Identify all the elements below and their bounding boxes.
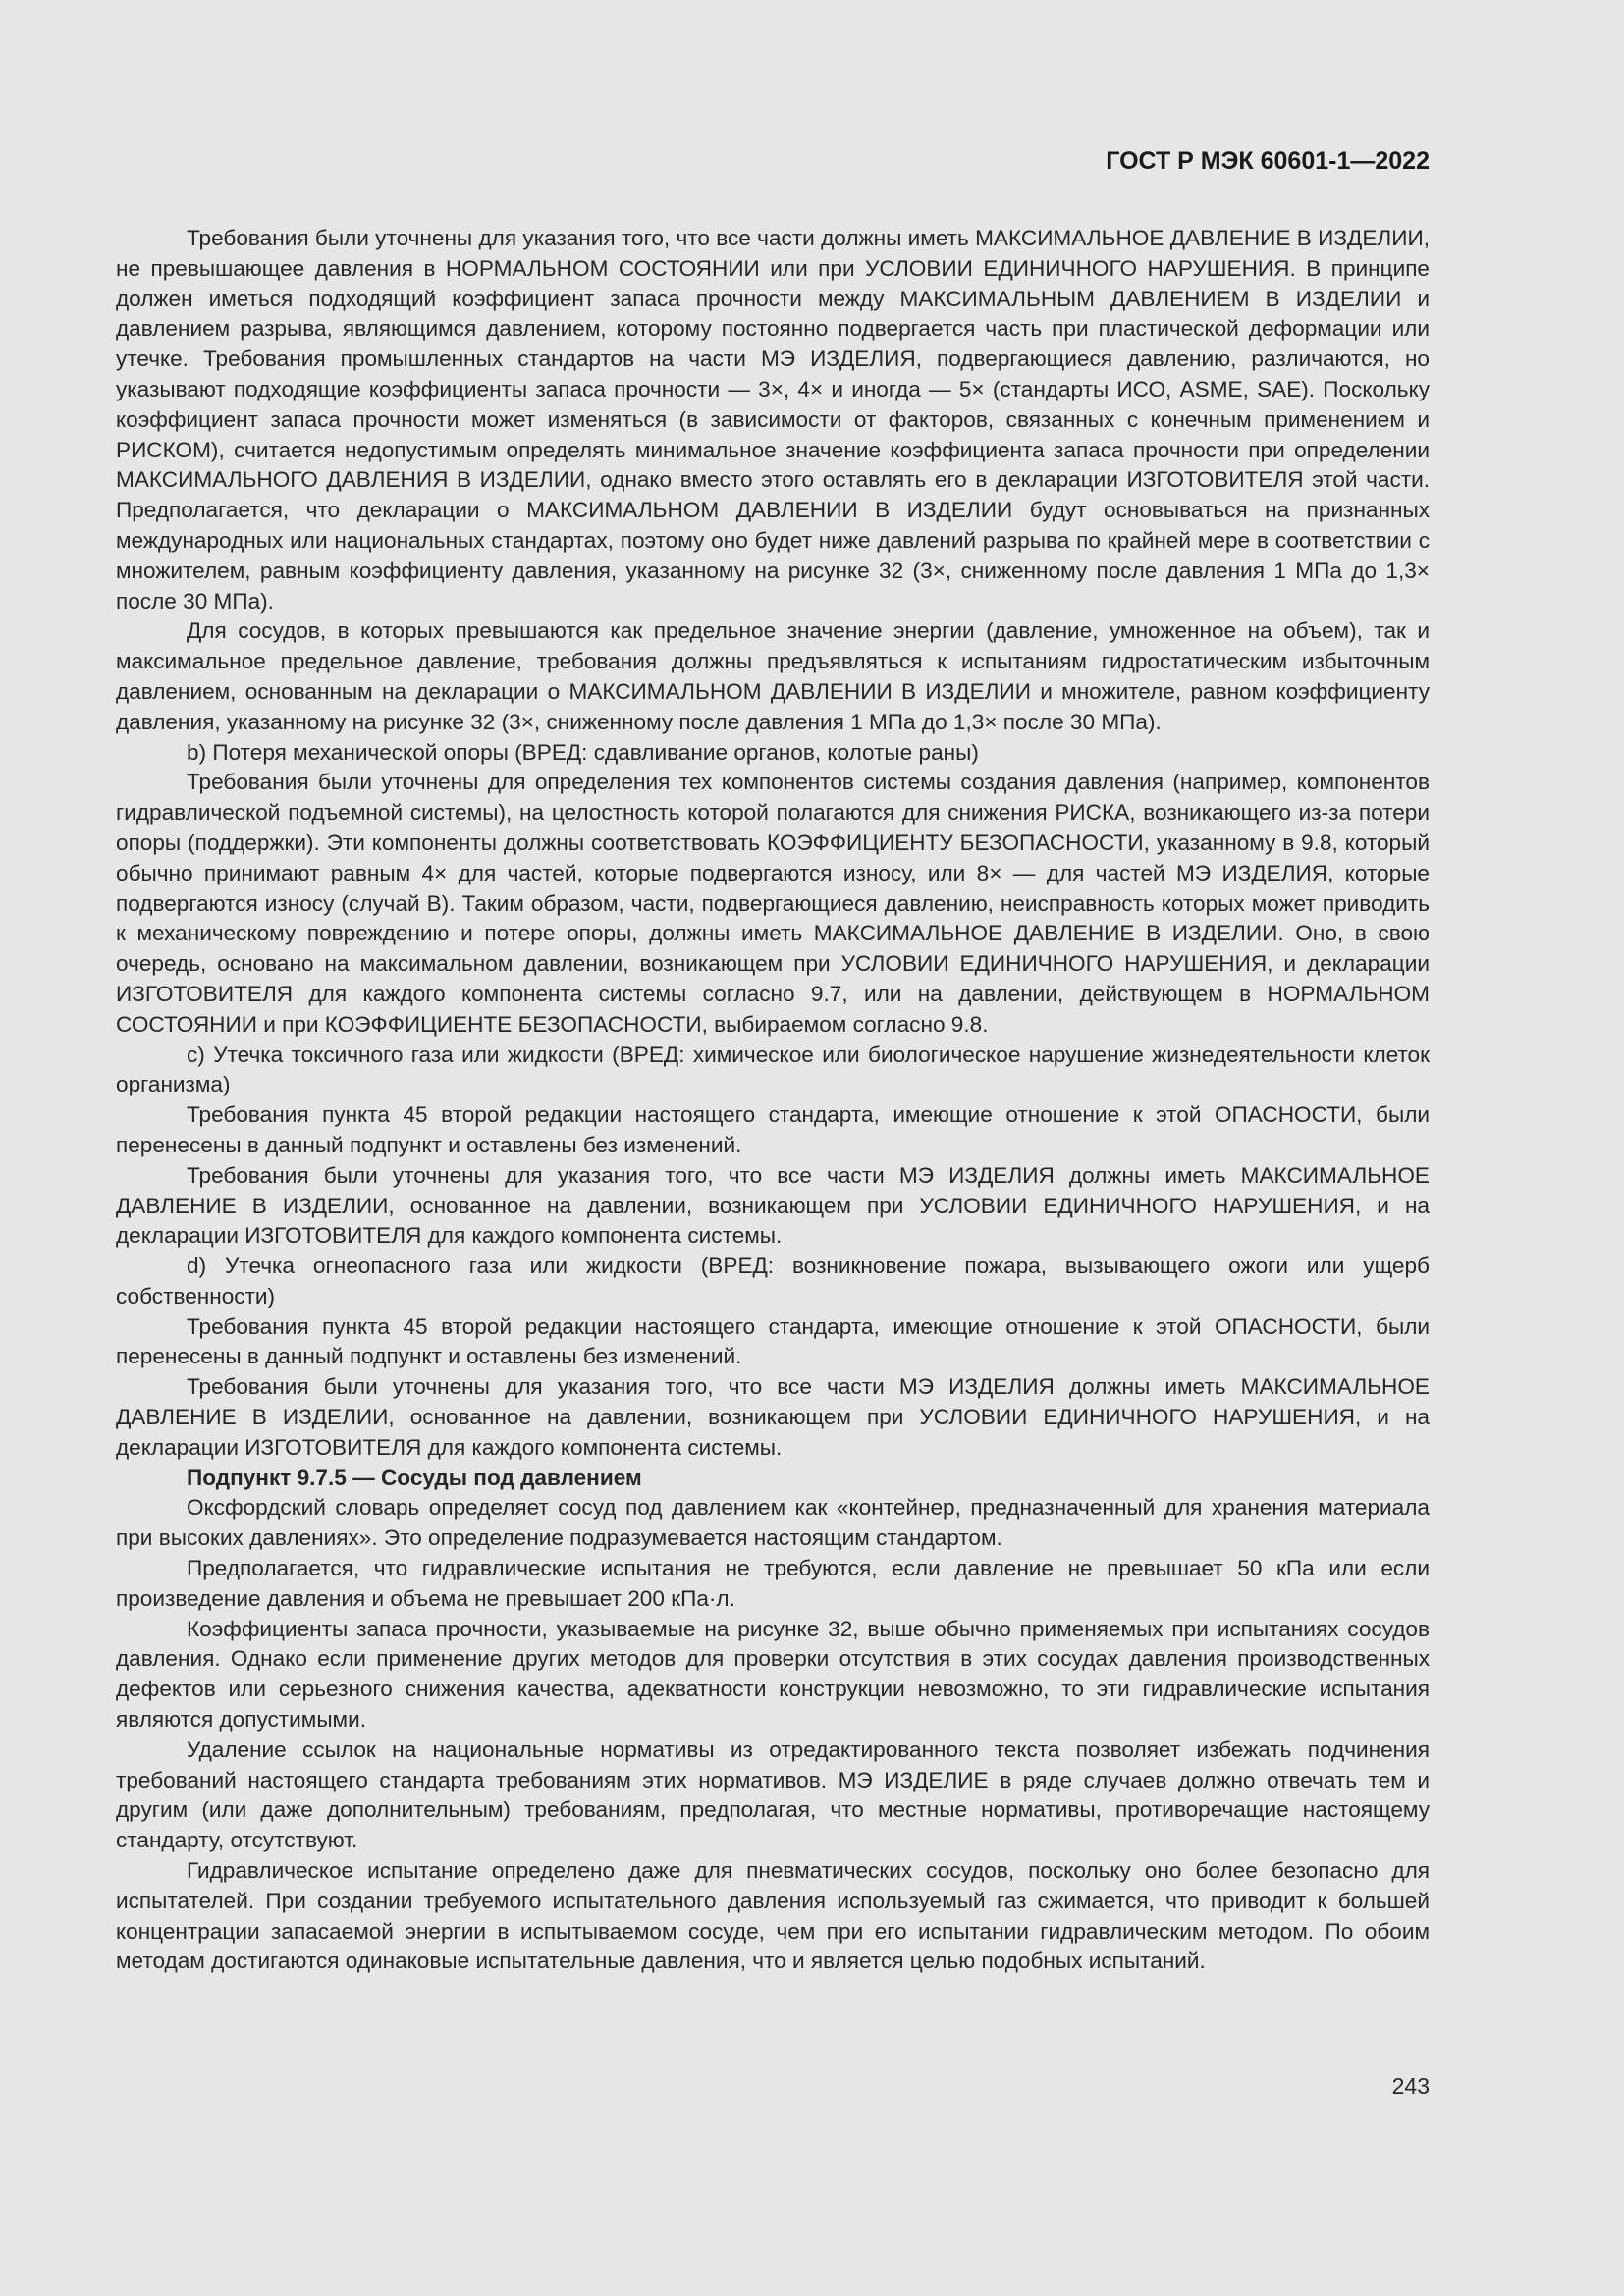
page-number: 243 — [1391, 2073, 1430, 2099]
paragraph: Оксфордский словарь определяет сосуд под давлением как «контейнер, предназначенный для хранения материала при высоких давлениях». Это определение подразумевается настоящим стандартом. — [116, 1495, 1430, 1551]
section-heading: Подпункт 9.7.5 — Сосуды под давлением — [187, 1465, 642, 1490]
paragraph: Требования пункта 45 второй редакции настоящего стандарта, имеющие отношение к этой ОПАСНОСТИ, были перенесены в данный подпункт и оставлены без изменений. — [116, 1102, 1430, 1157]
paragraph: Требования были уточнены для указания того, что все части МЭ ИЗДЕЛИЯ должны иметь МАКСИМАЛЬНОЕ ДАВЛЕНИЕ В ИЗДЕЛИИ, основанное на давлении, возникающем при УСЛОВИИ ЕДИНИЧНОГО НАРУШЕНИЯ, и на декларации ИЗГОТОВИТЕЛЯ для каждого компонента системы. — [116, 1162, 1430, 1249]
paragraph: Требования пункта 45 второй редакции настоящего стандарта, имеющие отношение к этой ОПАСНОСТИ, были перенесены в данный подпункт и оставлены без изменений. — [116, 1313, 1430, 1369]
list-item-c: c) Утечка токсичного газа или жидкости (ВРЕД: химическое или биологическое нарушение жизнедеятельности клеток организма) — [116, 1041, 1430, 1097]
page-header: ГОСТ Р МЭК 60601-1—2022 — [1106, 147, 1430, 175]
paragraph: Предполагается, что гидравлические испытания не требуются, если давление не превышает 50 кПа или если произведение давления и объема не превышает 200 кПа·л. — [116, 1556, 1430, 1611]
list-item-d: d) Утечка огнеопасного газа или жидкости (ВРЕД: возникновение пожара, вызывающего ожоги или ущерб собственности) — [116, 1254, 1430, 1308]
paragraph: Требования были уточнены для указания того, что все части должны иметь МАКСИМАЛЬНОЕ ДАВЛЕНИЕ В ИЗДЕЛИИ, не превышающее давления в НОРМАЛЬНОМ СОСТОЯНИИ или при УСЛОВИИ ЕДИНИЧНОГО НАРУШЕНИЯ. В принципе должен иметься подходящий коэффициент запаса прочности между МАКСИМАЛЬНЫМ ДАВЛЕНИЕМ В ИЗДЕЛИИ и давлением разрыва, являющимся давлением, которому постоянно подвергается часть при пластической деформации или утечке. Требования промышленных стандартов на части МЭ ИЗДЕЛИЯ, подвергающиеся давлению, различаются, но указывают подходящие коэффициенты запаса прочности — 3×, 4× и иногда — 5× (стандарты ИСО, ASME, SAE). Поскольку коэффициент запаса прочности может изменяться (в зависимости от факторов, связанных с конечным применением и РИСКОМ), считается недопустимым определять минимальное значение коэффициента запаса прочности при определении МАКСИМАЛЬНОГО ДАВЛЕНИЯ В ИЗДЕЛИИ, однако вместо этого оставлять его в декларации ИЗГОТОВИТЕЛЯ этой части. Предполагается, что декларации о МАКСИМАЛЬНОМ ДАВЛЕНИИ В ИЗДЕЛИИ будут основываться на признанных международных или национальных стандартах, поэтому оно будет ниже давлений разрыва по крайней мере в соответствии с множителем, равным коэффициенту давления, указанному на рисунке 32 (3×, сниженному после давления 1 МПа до 1,3× после 30 МПа). — [116, 226, 1430, 614]
paragraph: Коэффициенты запаса прочности, указываемые на рисунке 32, выше обычно применяемых при испытаниях сосудов давления. Однако если применение других методов для проверки отсутствия в этих сосудах давления производственных дефектов или серьезного снижения качества, адекватности конструкции невозможно, то эти гидравлические испытания являются допустимыми. — [116, 1616, 1430, 1733]
paragraph: Требования были уточнены для определения тех компонентов системы создания давления (например, компонентов гидравлической подъемной системы), на целостность которой полагаются для снижения РИСКА, возникающего из-за потери опоры (поддержки). Эти компоненты должны соответствовать КОЭФФИЦИЕНТУ БЕЗОПАСНОСТИ, указанному в 9.8, который обычно принимают равным 4× для частей, которые подвергаются износу, или 8× — для частей МЭ ИЗДЕЛИЯ, которые подвергаются износу (случай В). Таким образом, части, подвергающиеся давлению, неисправность которых может приводить к механическому повреждению и потере опоры, должны иметь МАКСИМАЛЬНОЕ ДАВЛЕНИЕ В ИЗДЕЛИИ. Оно, в свою очередь, основано на максимальном давлении, возникающем при УСЛОВИИ ЕДИНИЧНОГО НАРУШЕНИЯ, и декларации ИЗГОТОВИТЕЛЯ для каждого компонента системы согласно 9.7, или на давлении, действующем в НОРМАЛЬНОМ СОСТОЯНИИ и при КОЭФФИЦИЕНТЕ БЕЗОПАСНОСТИ, выбираемом согласно 9.8. — [116, 770, 1430, 1037]
paragraph: Требования были уточнены для указания того, что все части МЭ ИЗДЕЛИЯ должны иметь МАКСИМАЛЬНОЕ ДАВЛЕНИЕ В ИЗДЕЛИИ, основанное на давлении, возникающем при УСЛОВИИ ЕДИНИЧНОГО НАРУШЕНИЯ, и на декларации ИЗГОТОВИТЕЛЯ для каждого компонента системы. — [116, 1374, 1430, 1460]
paragraph: Удаление ссылок на национальные нормативы из отредактированного текста позволяет избежать подчинения требований настоящего стандарта требованиям этих нормативов. МЭ ИЗДЕЛИЕ в ряде случаев должно отвечать тем и другим (или даже дополнительным) требованиям, предполагая, что местные нормативы, противоречащие настоящему стандарту, отсутствуют. — [116, 1736, 1430, 1853]
paragraph: Гидравлическое испытание определено даже для пневматических сосудов, поскольку оно более безопасно для испытателей. При создании требуемого испытательного давления используемый газ сжимается, что приводит к большей концентрации запасаемой энергии в испытываемом сосуде, чем при его испытании гидравлическим методом. По обоим методам достигаются одинаковые испытательные давления, что и является целью подобных испытаний. — [116, 1858, 1430, 1974]
document-body — [116, 224, 1430, 1977]
list-item-b: b) Потеря механической опоры (ВРЕД: сдавливание органов, колотые раны) — [187, 739, 979, 765]
paragraph: Для сосудов, в которых превышаются как предельное значение энергии (давление, умноженное на объем), так и максимальное предельное давление, требования должны предъявляться к испытаниям гидростатическим избыточным давлением, основанным на декларации о МАКСИМАЛЬНОМ ДАВЛЕНИИ В ИЗДЕЛИИ и множителе, равном коэффициенту давления, указанному на рисунке 32 (3×, сниженному после давления 1 МПа до 1,3× после 30 МПа). — [116, 618, 1430, 734]
